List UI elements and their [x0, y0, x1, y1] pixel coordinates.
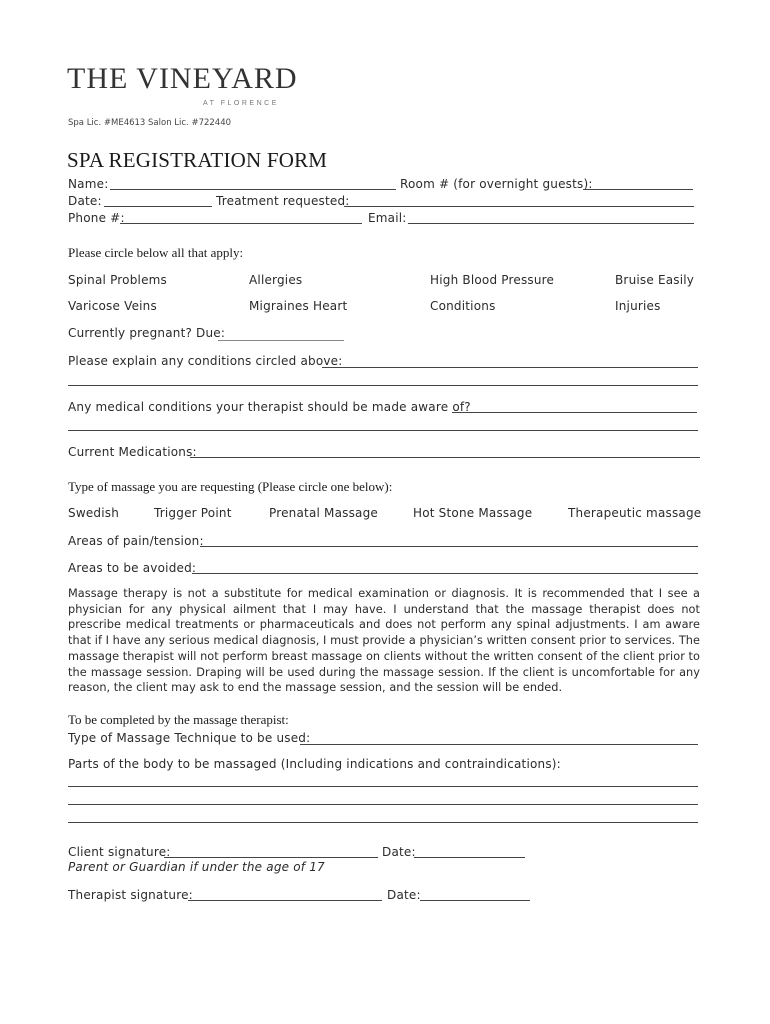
technique-label: Type of Massage Technique to be used: — [68, 731, 311, 745]
client-date-label: Date: — [382, 845, 416, 859]
parts-label: Parts of the body to be massaged (Including indications and contraindications): — [68, 757, 561, 771]
therapist-signature-field[interactable] — [188, 900, 382, 901]
therapist-date-field[interactable] — [420, 900, 530, 901]
license-text: Spa Lic. #ME4613 Salon Lic. #722440 — [68, 118, 232, 128]
date-field[interactable] — [104, 206, 212, 207]
form-title: SPA REGISTRATION FORM — [67, 148, 328, 172]
medical-field[interactable] — [452, 412, 697, 413]
conditions-heading: Please circle below all that apply: — [68, 245, 244, 260]
medical-label: Any medical conditions your therapist should be made aware of? — [68, 400, 471, 414]
pain-label: Areas of pain/tension: — [68, 534, 204, 548]
massage-type-option[interactable]: Prenatal Massage — [269, 506, 379, 520]
pain-field[interactable] — [200, 546, 698, 547]
technique-field[interactable] — [300, 744, 698, 745]
condition-option[interactable]: Migraines Heart — [249, 299, 348, 313]
massage-type-option[interactable]: Therapeutic massage — [568, 506, 702, 520]
medications-label: Current Medications: — [68, 445, 197, 459]
medications-field[interactable] — [190, 457, 700, 458]
explain-field-line2[interactable] — [68, 385, 698, 386]
massage-type-option[interactable]: Hot Stone Massage — [413, 506, 533, 520]
explain-label: Please explain any conditions circled above: — [68, 354, 343, 368]
brand-logo: THE VINEYARD — [67, 62, 298, 95]
disclaimer-paragraph: Massage therapy is not a substitute for medical examination or diagnosis. It is recommended that I see a physician for any physical ailment that I may have. I understand that the massage therapist does not prescribe medical treatments or pharmaceuticals and does not perform any spinal adjustments. I am aware that if I have any serious medical diagnosis, I must provide a physician’s written consent prior to services. The massage therapist will not perform breast massage on clients without the written consent of the client prior to the massage session. Draping will be used during the massage session. If the client is uncomfortable for any reason, the client may ask to end the massage session, and the session will be ended. — [68, 587, 700, 695]
client-signature-label: Client signature: — [68, 845, 171, 859]
parts-field-line3[interactable] — [68, 822, 698, 823]
therapist-signature-label: Therapist signature: — [68, 888, 193, 902]
name-label: Name: — [68, 177, 109, 191]
massage-type-option[interactable]: Trigger Point — [154, 506, 232, 520]
condition-option[interactable]: High Blood Pressure — [430, 273, 555, 287]
condition-option[interactable]: Conditions — [430, 299, 496, 313]
therapist-date-label: Date: — [387, 888, 421, 902]
condition-option[interactable]: Bruise Easily — [615, 273, 695, 287]
guardian-note: Parent or Guardian if under the age of 17 — [68, 860, 325, 874]
avoid-label: Areas to be avoided: — [68, 561, 197, 575]
pregnant-label: Currently pregnant? Due: — [68, 326, 226, 340]
date-label: Date: — [68, 194, 102, 208]
explain-field[interactable] — [322, 367, 698, 368]
medical-field-line2[interactable] — [68, 430, 698, 431]
pregnant-field[interactable] — [218, 340, 344, 341]
room-field[interactable] — [583, 189, 693, 190]
brand-tagline: AT FLORENCE — [203, 100, 279, 107]
condition-option[interactable]: Spinal Problems — [68, 273, 167, 287]
parts-field-line1[interactable] — [68, 786, 698, 787]
massage-type-option[interactable]: Swedish — [68, 506, 120, 520]
phone-label: Phone #: — [68, 211, 125, 225]
condition-option[interactable]: Varicose Veins — [68, 299, 157, 313]
phone-field[interactable] — [120, 223, 362, 224]
name-field[interactable] — [110, 189, 396, 190]
parts-field-line2[interactable] — [68, 804, 698, 805]
massage-heading: Type of massage you are requesting (Please circle one below): — [68, 479, 393, 494]
avoid-field[interactable] — [192, 573, 698, 574]
room-label: Room # (for overnight guests): — [400, 177, 593, 191]
condition-option[interactable]: Allergies — [249, 273, 303, 287]
condition-option[interactable]: Injuries — [615, 299, 661, 313]
treatment-label: Treatment requested: — [216, 194, 350, 208]
email-field[interactable] — [408, 223, 694, 224]
client-date-field[interactable] — [414, 857, 525, 858]
treatment-field[interactable] — [344, 206, 694, 207]
email-label: Email: — [368, 211, 407, 225]
client-signature-field[interactable] — [164, 857, 378, 858]
therapist-heading: To be completed by the massage therapist: — [68, 712, 289, 727]
